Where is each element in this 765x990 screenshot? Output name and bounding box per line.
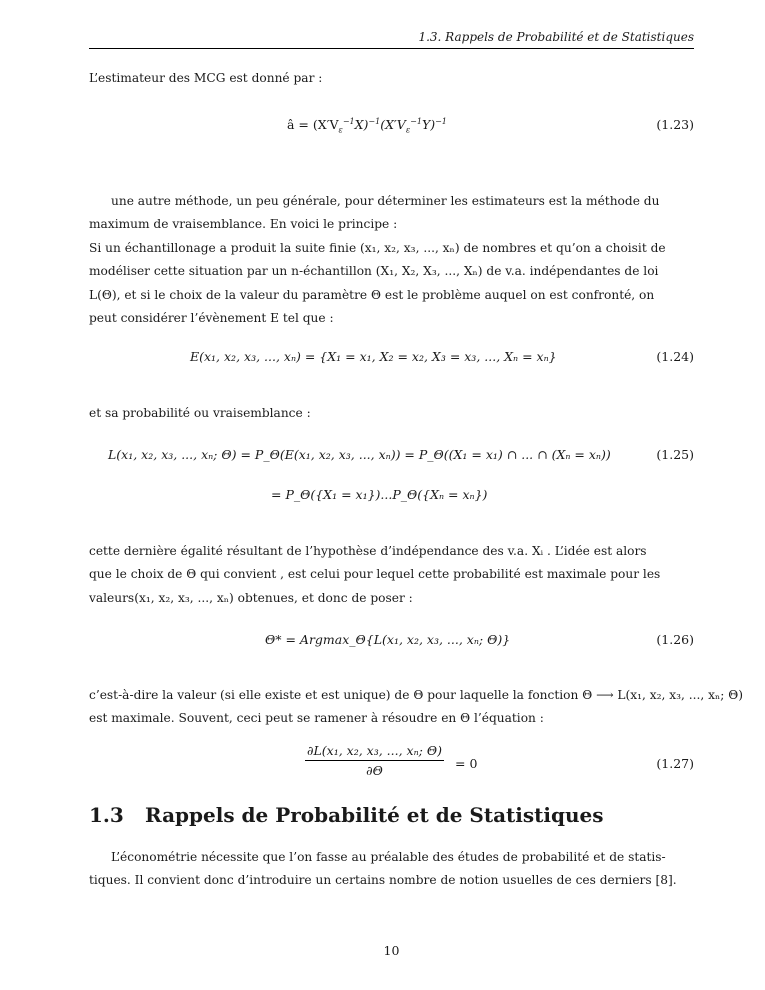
page-number: 10 (383, 943, 400, 958)
paragraph-line: valeurs(x₁, x₂, x₃, ..., xₙ) obtenues, et donc de poser : (89, 590, 413, 605)
paragraph-line: et sa probabilité ou vraisemblance : (89, 406, 311, 420)
equation-1-25-line1: L(x₁, x₂, x₃, ..., xₙ; Θ) = P_Θ(E(x₁, x₂, x₃, ..., xₙ)) = P_Θ((X₁ = x₁) ∩ ... ∩ (Xₙ = xₙ)) (108, 447, 611, 462)
equation-number: (1.25) (656, 447, 694, 462)
fraction-numerator: ∂L(x₁, x₂, x₃, ..., xₙ; Θ) (305, 743, 444, 761)
equation-1-23 (89, 117, 694, 143)
equation-1-25-continued (89, 487, 694, 513)
section-number: 1.3 (89, 803, 124, 827)
paragraph-independence (89, 540, 694, 610)
section-heading (89, 803, 603, 827)
paragraph-argmax (89, 684, 744, 731)
equation-1-25 (89, 447, 694, 473)
section-title: Rappels de Probabilité et de Statistiques (145, 803, 604, 827)
equation-1-25-line2: = P_Θ({X₁ = x₁})...P_Θ({Xₙ = xₙ}) (271, 487, 488, 502)
equation-number: (1.23) (656, 117, 694, 132)
header-rule (89, 48, 694, 49)
fraction (305, 743, 444, 778)
paragraph-econometrics (89, 846, 694, 893)
paragraph-mle-intro (89, 190, 694, 330)
paragraph-line: cette dernière égalité résultant de l’hypothèse d’indépendance des v.a. Xᵢ . L’idée est alors (89, 544, 647, 558)
equation-number: (1.27) (656, 756, 694, 771)
paragraph-line: modéliser cette situation par un n-échantillon (X₁, X₂, X₃, ..., Xₙ) de v.a. indépendantes de loi (89, 264, 659, 279)
paragraph-line: tiques. Il convient donc d’introduire un certains nombre de notion usuelles de ces derniers [8]. (89, 873, 677, 888)
paragraph-line: peut considérer l’évènement E tel que : (89, 310, 334, 325)
paragraph-line: est maximale. Souvent, ceci peut se ramener à résoudre en Θ l’équation : (89, 711, 544, 726)
equation-1-23-body: â = $(X'V_\varepsilon^{-1}X)^{-1}(X'V_\varepsilon^{-1}Y)^{-1}$ (287, 116, 447, 135)
paragraph-likelihood (89, 402, 694, 425)
equation-1-26-body: Θ* = Argmax_Θ{L(x₁, x₂, x₃, ..., xₙ; Θ)} (265, 632, 511, 647)
equation-1-27 (89, 743, 694, 785)
equation-1-26 (89, 632, 694, 658)
paragraph-line: L(Θ), et si le choix de la valeur du paramètre Θ est le problème auquel on est confronté, on (89, 287, 655, 302)
paragraph-line: une autre méthode, un peu générale, pour déterminer les estimateurs est la méthode du (111, 194, 660, 208)
running-header: 1.3. Rappels de Probabilité et de Statistiques (418, 30, 694, 44)
equation-number: (1.24) (656, 349, 694, 364)
intro-line: L’estimateur des MCG est donné par : (89, 71, 323, 85)
document-page (89, 0, 744, 990)
paragraph-line: que le choix de Θ qui convient , est celui pour lequel cette probabilité est maximale pour les (89, 567, 661, 582)
equation-number: (1.26) (656, 632, 694, 647)
equation-rhs: = 0 (455, 756, 478, 771)
equation-1-24-body: E(x₁, x₂, x₃, ..., xₙ) = {X₁ = x₁, X₂ = x₂, X₃ = x₃, ..., Xₙ = xₙ} (190, 349, 557, 364)
equation-1-24 (89, 349, 694, 375)
paragraph-line: maximum de vraisemblance. En voici le principe : (89, 217, 398, 232)
paragraph-line: L’économétrie nécessite que l’on fasse au préalable des études de probabilité et de statis- (111, 850, 666, 864)
paragraph-line: Si un échantillonage a produit la suite finie (x₁, x₂, x₃, ..., xₙ) de nombres et qu’on a choisit de (89, 240, 666, 255)
intro-paragraph (89, 67, 694, 90)
paragraph-line: c’est-à-dire la valeur (si elle existe et est unique) de Θ pour laquelle la fonction Θ ⟶ L(x₁, x₂, x₃, ..., xₙ; Θ) (89, 688, 744, 702)
fraction-denominator: ∂Θ (366, 763, 383, 778)
